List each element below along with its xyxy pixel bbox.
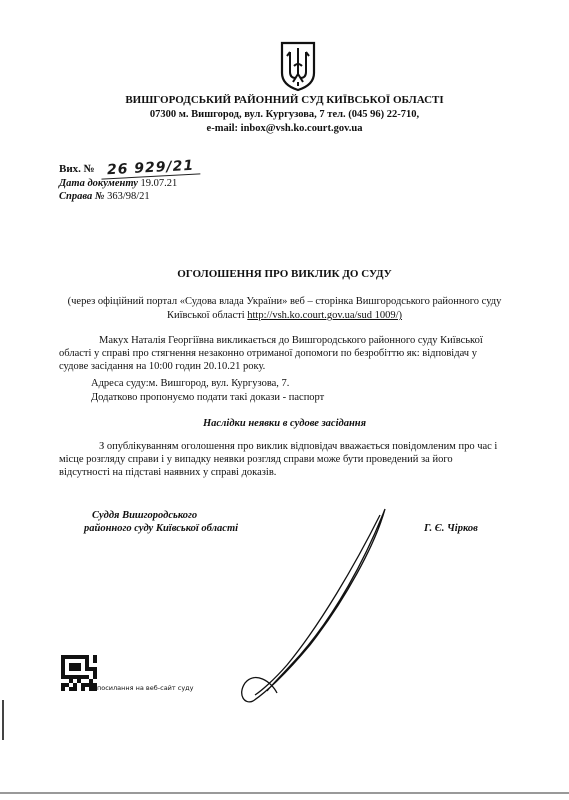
- scan-edge: [0, 792, 569, 794]
- case-number-label: Справа №: [59, 191, 105, 202]
- court-website-link[interactable]: http://vsh.ko.court.gov.ua/sud 1009/): [247, 310, 403, 321]
- document-date-value: 19.07.21: [140, 178, 178, 189]
- document-date-row: [59, 178, 177, 189]
- trident-emblem-icon: [279, 40, 317, 92]
- evidence-line: Додатково пропонуємо подати такі докази - паспорт: [91, 392, 325, 403]
- case-number-row: [59, 191, 150, 202]
- consequences-heading: Наслідки неявки в судове засідання: [202, 418, 367, 429]
- outgoing-number-label: Вих. №: [59, 163, 95, 175]
- outgoing-number-handwritten: 26 929/21: [101, 157, 201, 179]
- announcement-subtitle-line1: (через офіційний портал «Судова влада України» веб – сторінка Вишгородського районного суду: [67, 296, 502, 307]
- consequences-line: відсутності на підставі наявних у справі доказів.: [59, 467, 277, 478]
- announcement-subtitle-line2: [0, 310, 569, 321]
- court-name: ВИШГОРОДСЬКИЙ РАЙОННИЙ СУД КИЇВСЬКОЇ ОБЛАСТІ: [125, 94, 444, 106]
- case-number-value: 363/98/21: [107, 191, 150, 202]
- consequences-line: місце розгляду справи і у випадку неявки розгляд справи може бути проведений за його: [59, 454, 453, 465]
- summons-paragraph: [59, 334, 519, 373]
- consequences-paragraph: [59, 440, 519, 479]
- qr-caption: посилання на веб-сайт суду: [97, 684, 194, 692]
- summons-line: області у справі про стягнення незаконно отриманої допомоги по безробіттю як: відповідач у: [59, 348, 477, 359]
- court-email: e-mail: inbox@vsh.ko.court.gov.ua: [206, 123, 363, 134]
- court-address: 07300 м. Вишгород, вул. Кургузова, 7 тел. (045 96) 22-710,: [149, 109, 420, 120]
- subtitle-prefix: Київської області: [166, 310, 245, 321]
- outgoing-number-row: [59, 157, 201, 179]
- summons-line: судове засідання на 10:00 годин 20.10.21 року.: [59, 361, 266, 372]
- qr-code-icon[interactable]: [61, 655, 97, 691]
- judge-name: Г. Є. Чірков: [424, 523, 478, 534]
- summons-line: Макух Наталія Георгіївна викликається до Вишгородського районного суду Київської: [99, 335, 483, 346]
- consequences-line: З опублікуванням оголошення про виклик відповідач вважається повідомленим про час і: [99, 441, 498, 452]
- judge-position-line2: районного суду Київської області: [84, 523, 239, 534]
- handwritten-signature: [225, 505, 395, 715]
- court-address-line: Адреса суду:м. Вишгород, вул. Кургузова, 7.: [91, 378, 290, 389]
- announcement-title: ОГОЛОШЕННЯ ПРО ВИКЛИК ДО СУДУ: [177, 268, 392, 280]
- document-date-label: Дата документу: [59, 178, 138, 189]
- margin-mark: [2, 700, 4, 740]
- judge-position-line1: Суддя Вишгородського: [92, 510, 198, 521]
